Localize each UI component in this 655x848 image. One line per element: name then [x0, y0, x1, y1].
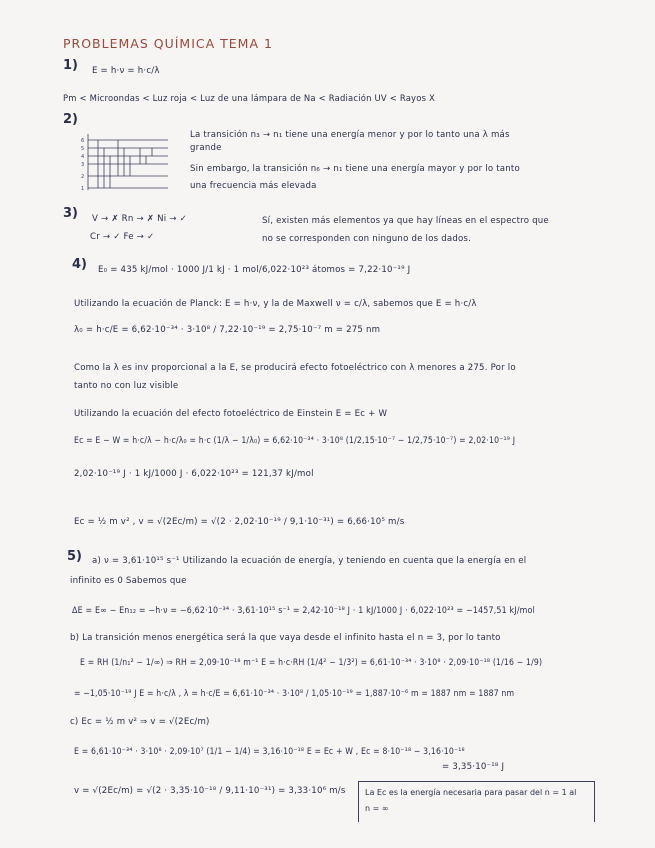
p5-b3: = −1,05·10⁻¹⁹ J E = h·c/λ , λ = h·c/E = 6,61·10⁻³⁴ · 3·10⁸ / 1,05·10⁻¹⁹ = 1,887·10⁻⁶ m = 1887 nm = 1887 nm [74, 689, 515, 699]
p4-lambda0: λ₀ = h·c/E = 6,62·10⁻³⁴ · 3·10⁸ / 7,22·10⁻¹⁹ = 2,75·10⁻⁷ m = 275 nm [74, 325, 381, 335]
p5-b2: E = RH (1/n₁² − 1/∞) ⇒ RH = 2,09·10⁻¹⁸ m⁻¹ E = h·c·RH (1/4² − 1/3²) = 6,61·10⁻³⁴ · 3·10⁸ · 2,09·10⁻¹⁸ (1/16 − 1/9) [80, 658, 543, 668]
p5-b1: b) La transición menos energética será la que vaya desde el infinito hasta el n = 3, por lo tanto [70, 633, 501, 643]
note-line-1: La Ec es la energía necesaria para pasar del n = 1 al [365, 788, 577, 797]
page-title: PROBLEMAS QUÍMICA TEMA 1 [63, 36, 273, 51]
p4-ec: Ec = E − W = h·c/λ − h·c/λ₀ = h·c (1/λ − 1/λ₀) = 6,62·10⁻³⁴ · 3·10⁸ (1/2,15·10⁻⁷ − 1/2,75·10⁻⁷) = 2,02·10⁻¹⁹ J [74, 436, 516, 446]
p5-c4: v = √(2Ec/m) = √(2 · 3,35·10⁻¹⁸ / 9,11·10⁻³¹) = 3,33·10⁶ m/s [74, 786, 346, 796]
p5-a1: a) ν = 3,61·10¹⁵ s⁻¹ Utilizando la ecuación de energía, y teniendo en cuenta que la energía en el [92, 556, 527, 566]
p4-comment2: tanto no con luz visible [74, 381, 179, 391]
p5-c1: c) Ec = ½ m v² ⇒ v = √(2Ec/m) [70, 717, 210, 727]
p4-velocity: Ec = ½ m v² , v = √(2Ec/m) = √(2 · 2,02·10⁻¹⁹ / 9,1·10⁻³¹) = 6,66·10⁵ m/s [74, 517, 405, 527]
p2-line1: La transición n₃ → n₁ tiene una energía menor y por lo tanto una λ más [190, 130, 510, 140]
p2-line4: una frecuencia más elevada [190, 181, 317, 191]
p5-c3: = 3,35·10⁻¹⁸ J [442, 762, 505, 772]
problem-number-4: 4) [72, 257, 87, 272]
p5-a2: infinito es 0 Sabemos que [70, 576, 187, 586]
svg-text:2: 2 [81, 174, 85, 180]
p2-line3: Sin embargo, la transición n₆ → n₁ tiene una energía mayor y por lo tanto [190, 164, 520, 174]
note-line-2: n = ∞ [365, 804, 389, 813]
p1-formula: E = h·ν = h·c/λ [92, 66, 160, 76]
p3-text2: no se corresponden con ninguno de los dados. [262, 234, 472, 244]
svg-text:5: 5 [81, 146, 85, 152]
p2-line2: grande [190, 143, 222, 153]
p5-c2: E = 6,61·10⁻³⁴ · 3·10⁸ · 2,09·10⁷ (1/1 − 1/4) = 3,16·10⁻¹⁸ E = Ec + W , Ec = 8·10⁻¹⁸ − 3,16·10⁻¹⁸ [74, 747, 465, 757]
note-box [358, 781, 595, 822]
problem-number-1: 1) [63, 58, 78, 73]
problem-number-5: 5) [67, 549, 82, 564]
p4-planck: Utilizando la ecuación de Planck: E = h·ν, y la de Maxwell ν = c/λ, sabemos que E = h·c/λ [74, 299, 477, 309]
svg-text:3: 3 [81, 162, 85, 168]
svg-text:4: 4 [81, 154, 85, 160]
p4-einstein: Utilizando la ecuación del efecto fotoeléctrico de Einstein E = Ec + W [74, 409, 388, 419]
svg-text:6: 6 [81, 138, 85, 144]
p4-conversion: 2,02·10⁻¹⁹ J · 1 kJ/1000 J · 6,022·10²³ = 121,37 kJ/mol [74, 469, 314, 479]
p1-order: Pm < Microondas < Luz roja < Luz de una lámpara de Na < Radiación UV < Rayos X [63, 94, 436, 104]
energy-level-diagram [80, 130, 170, 192]
p4-e0: E₀ = 435 kJ/mol · 1000 J/1 kJ · 1 mol/6,022·10²³ átomos = 7,22·10⁻¹⁹ J [98, 265, 411, 275]
p4-comment1: Como la λ es inv proporcional a la E, se producirá efecto fotoeléctrico con λ menores a 275. Por lo [74, 363, 516, 373]
problem-number-3: 3) [63, 206, 78, 221]
p5-a3: ΔE = E∞ − En₁₂ = −h·ν = −6,62·10⁻³⁴ · 3,61·10¹⁵ s⁻¹ = 2,42·10⁻¹⁸ J · 1 kJ/1000 J · 6,022·10²³ = −1457,51 kJ/mol [72, 606, 535, 616]
p3-row1: V → ✗ Rn → ✗ Ni → ✓ [92, 214, 187, 224]
p3-text1: Sí, existen más elementos ya que hay líneas en el espectro que [262, 216, 549, 226]
problem-number-2: 2) [63, 112, 78, 127]
p3-row2: Cr → ✓ Fe → ✓ [90, 232, 155, 242]
svg-text:1: 1 [81, 186, 85, 192]
